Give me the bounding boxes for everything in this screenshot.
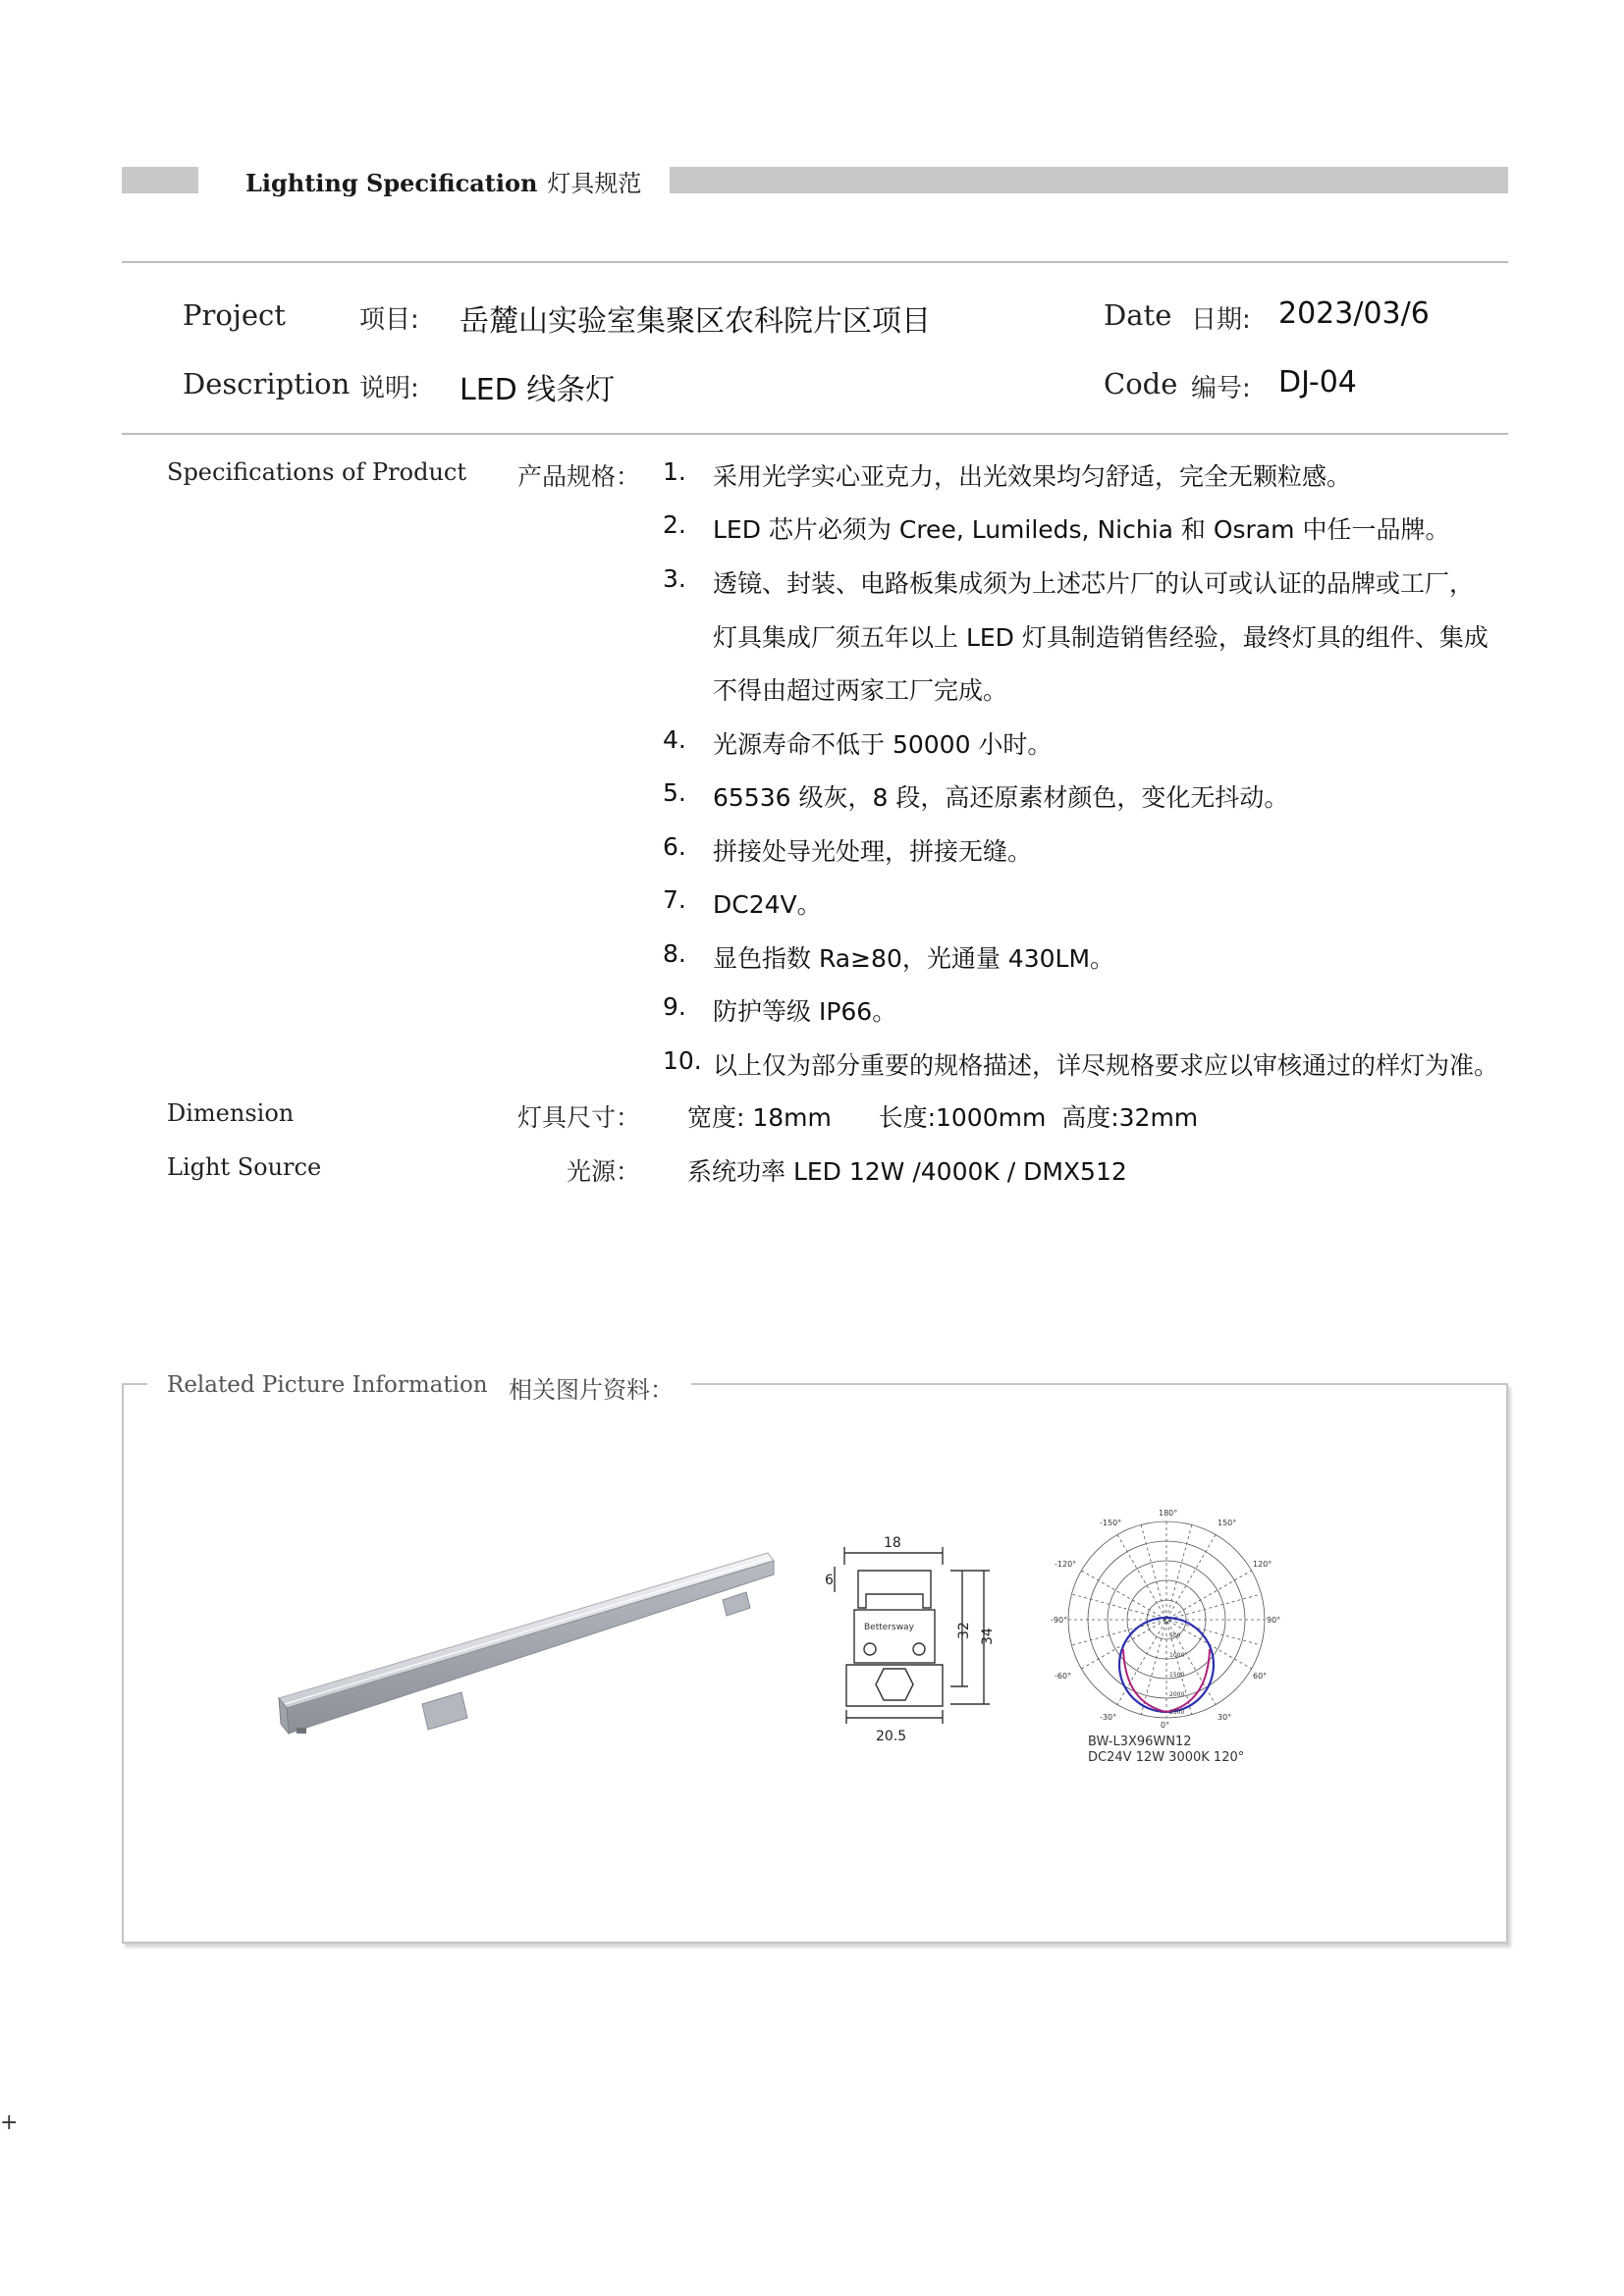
angle-label: 60° [1253,1672,1268,1681]
spec-item-number: 1. [663,457,686,486]
description-label-cn: 说明: [359,374,419,403]
corner-mark: + [0,2110,19,2135]
code-label-cn: 编号: [1191,374,1251,403]
spec-item-text: DC24V。 [713,890,822,919]
ring-label: 2000 [1169,1691,1185,1698]
description-label: Description [183,367,351,400]
ring-label: 500 [1169,1632,1181,1639]
code-value: DJ-04 [1278,365,1357,400]
spec-item-number: 3. [663,564,686,593]
light-source-label-cn: 光源： [566,1157,640,1186]
spec-item-number: 5. [663,778,686,807]
spec-item-text: 以上仅为部分重要的规格描述，详尽规格要求应以审核通过的样灯为准。 [713,1051,1499,1080]
angle-label: 0° [1161,1721,1170,1730]
header-band-right [670,167,1508,193]
date-label-cn: 日期: [1191,305,1251,335]
header-title [245,164,641,198]
spec-item-number: 6. [663,832,686,861]
ring-label: 1000 [1169,1652,1185,1659]
spec-item-number: 4. [663,725,686,754]
light-source-value: 系统功率 LED 12W /4000K / DMX512 [687,1157,1127,1186]
ring-label: 2500 [1169,1709,1185,1716]
spec-item-number: 7. [663,885,686,914]
polar-spec: DC24V 12W 3000K 120° [1088,1750,1245,1765]
description-value: LED 线条灯 [460,373,616,407]
spec-item-text: 采用光学实心亚克力，出光效果均匀舒适，完全无颗粒感。 [713,462,1352,491]
spec-item-number: 8. [663,939,686,968]
specs-label: Specifications of Product [167,458,466,486]
specs-label-cn: 产品规格： [516,462,640,491]
project-label: Project [183,298,286,332]
polar-model: BW-L3X96WN12 [1088,1735,1192,1749]
angle-label: -60° [1055,1672,1072,1681]
header-title-cn: 灯具规范 [547,170,642,197]
project-value: 岳麓山实验室集聚区农科院片区项目 [460,304,931,339]
label-total-height: 34 [980,1628,996,1645]
spec-item-text: 光源寿命不低于 50000 小时。 [713,730,1053,759]
spec-item-text: 灯具集成厂须五年以上 LED 灯具制造销售经验，最终灯具的组件、集成 [713,623,1489,652]
project-label-cn: 项目: [359,305,419,335]
top-divider [122,261,1508,263]
date-label: Date [1104,298,1172,332]
cross-section-drawing [825,1531,1011,1767]
angle-label: -30° [1100,1713,1117,1722]
spec-item-text: 不得由超过两家工厂完成。 [713,676,1008,705]
label-width: 18 [884,1535,901,1551]
light-source-label: Light Source [167,1153,322,1181]
led-bar-image [265,1531,785,1767]
spec-item-text: LED 芯片必须为 Cree, Lumileds, Nichia 和 Osram 中任一品牌。 [713,515,1450,544]
ring-label: 1500 [1169,1672,1185,1679]
spec-item-number: 9. [663,992,686,1021]
angle-label: -150° [1100,1519,1122,1527]
spec-item-text: 65536 级灰，8 段，高还原素材颜色，变化无抖动。 [713,783,1289,812]
angle-label: 150° [1218,1519,1237,1527]
spec-item-text: 防护等级 IP66。 [713,997,897,1026]
angle-label: 90° [1267,1616,1281,1625]
label-base-width: 20.5 [876,1729,907,1744]
spec-item-text: 拼接处导光处理，拼接无缝。 [713,837,1033,866]
header-band-left [122,167,198,193]
dimension-value: 宽度: 18mm 长度:1000mm 高度:32mm [687,1103,1199,1132]
meta-divider [122,433,1508,435]
related-picture-title-cn: 相关图片资料： [509,1376,674,1404]
label-top-height: 6 [825,1573,834,1588]
angle-label: 120° [1253,1560,1272,1569]
date-value: 2023/03/6 [1278,296,1430,331]
angle-label: 180° [1159,1509,1178,1518]
related-picture-title: Related Picture Information [167,1372,488,1398]
header-title-en: Lighting Specification [245,169,538,197]
angle-label: 30° [1218,1713,1232,1722]
spec-item-number: 10. [663,1046,702,1075]
angle-label: -120° [1055,1560,1077,1569]
spec-item-number: 2. [663,510,686,539]
brand-text: Bettersway [864,1623,914,1632]
spec-item-text: 显色指数 Ra≥80，光通量 430LM。 [713,944,1115,973]
angle-label: -90° [1051,1616,1068,1625]
code-label: Code [1104,367,1178,400]
label-inner-height: 32 [956,1622,972,1639]
dimension-label-cn: 灯具尺寸： [516,1103,640,1132]
polar-light-distribution [1051,1502,1296,1777]
spec-item-text: 透镜、封装、电路板集成须为上述芯片厂的认可或认证的品牌或工厂， [713,569,1475,598]
dimension-label: Dimension [167,1099,295,1127]
